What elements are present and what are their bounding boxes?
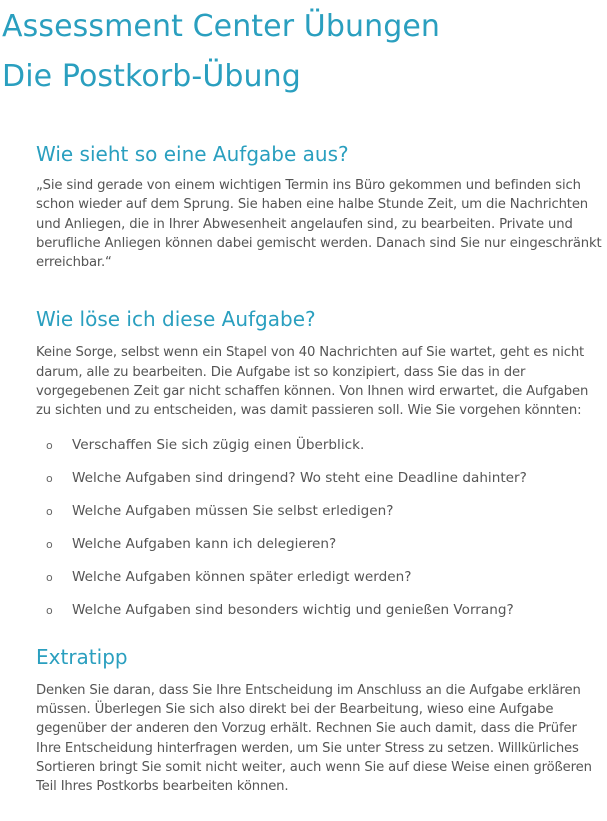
bullet-circle-icon: o [46,537,53,551]
bullet-circle-icon: o [46,603,53,617]
section-heading: Wie löse ich diese Aufgabe? [36,307,316,332]
document-body [36,140,602,796]
section-paragraph: Keine Sorge, selbst wenn ein Stapel von 40 Nachrichten auf Sie wartet, geht es nicht darum, alle zu bearbeiten. Die Aufgabe ist so konzipiert, dass Sie das in der vorgegebenen Zeit gar nicht schaffen können. Von Ihnen wird erwartet, die Aufgaben zu sichten und zu entscheiden, was damit passieren soll. Wie Sie vorgehen könnten: [36,345,589,419]
bullet-circle-icon: o [46,504,53,518]
list-item [36,462,602,495]
list-item [36,429,602,462]
section-extra-tip [36,643,602,797]
section-heading: Wie sieht so eine Aufgabe aus? [36,142,349,166]
list-item [36,495,602,528]
section-heading: Extratipp [36,644,128,669]
page-title-line-2: Die Postkorb-Übung [2,59,301,94]
page-title-line-1: Assessment Center Übungen [2,9,441,44]
bullet-circle-icon: o [46,471,53,485]
list-item-text: Welche Aufgaben können später erledigt werden? [72,569,412,586]
bullet-circle-icon: o [46,570,53,584]
list-item-text: Welche Aufgaben sind besonders wichtig und genießen Vorrang? [72,602,514,619]
list-item [36,594,602,627]
section-task-description [36,140,602,272]
section-paragraph: „Sie sind gerade von einem wichtigen Termin ins Büro gekommen und befinden sich schon wieder auf dem Sprung. Sie haben eine halbe Stunde Zeit, um die Nachrichten und Anliegen, die in Ihrer Abwesenheit angelaufen sind, zu bearbeiten. Private und berufliche Anliegen können dabei gemischt werden. Danach sind Sie nur eingeschränkt erreichbar.“ [36,178,602,271]
list-item-text: Welche Aufgaben sind dringend? Wo steht eine Deadline dahinter? [72,470,527,487]
list-item-text: Welche Aufgaben kann ich delegieren? [72,536,337,553]
bullet-circle-icon: o [46,438,53,452]
section-solution [36,305,602,626]
list-item-text: Verschaffen Sie sich zügig einen Überblick. [72,437,365,454]
list-item-text: Welche Aufgaben müssen Sie selbst erledigen? [72,503,394,520]
page-title [2,2,602,102]
list-item [36,561,602,594]
list-item [36,528,602,561]
section-paragraph: Denken Sie daran, dass Sie Ihre Entscheidung im Anschluss an die Aufgabe erklären müssen. Überlegen Sie sich also direkt bei der Bearbeitung, wieso eine Aufgabe gegenüber der anderen den Vorzug erhält. Rechnen Sie auch damit, dass die Prüfer Ihre Entscheidung hinterfragen werden, um Sie unter Stress zu setzen. Willkürliches Sortieren bringt Sie somit nicht weiter, auch wenn Sie auf diese Weise einen größeren Teil Ihres Postkorbs bearbeiten können. [36,682,592,795]
bullet-list [36,429,602,627]
